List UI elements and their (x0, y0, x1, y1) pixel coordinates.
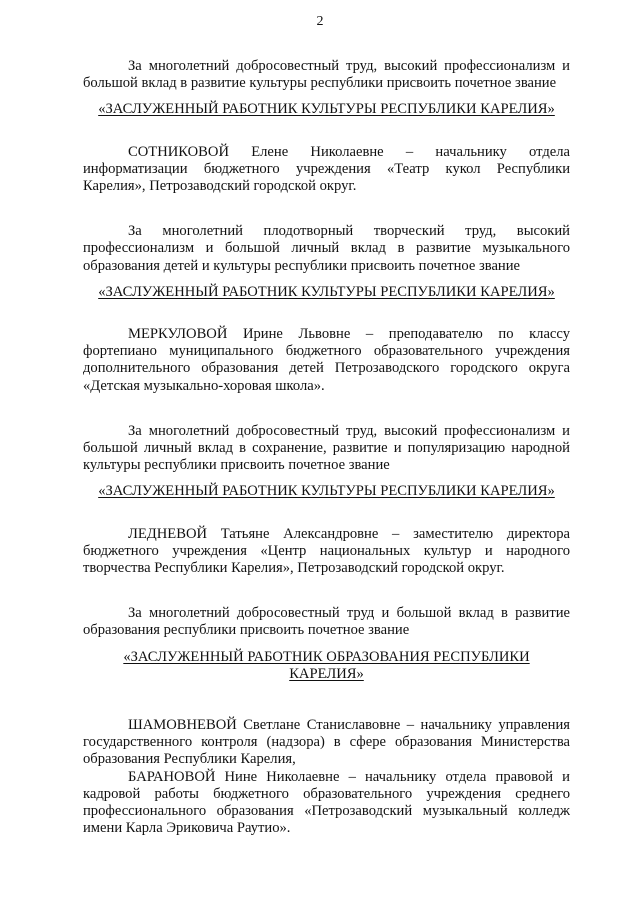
awardee-paragraph: БАРАНОВОЙ Нине Николаевне – начальнику отдела правовой и кадровой работы бюджетного образовательного учреждения среднего профессионального образования «Петрозаводский музыкальный колледж имени Карла Эриковича Раутио». (83, 768, 570, 837)
award-title-line-2: КАРЕЛИЯ» (289, 665, 364, 682)
award-title (83, 649, 570, 683)
award-intro-paragraph: За многолетний добросовестный труд, высокий профессионализм и большой личный вклад в сохранение, развитие и популяризацию народной культуры республики присвоить почетное звание (83, 422, 570, 474)
document-body (83, 58, 570, 838)
awardee-paragraph: СОТНИКОВОЙ Елене Николаевне – начальнику отдела информатизации бюджетного учреждения «Театр кукол Республики Карелия», Петрозаводский городской округ. (83, 143, 570, 195)
award-intro-paragraph: За многолетний добросовестный труд, высокий профессионализм и большой вклад в развитие культуры республики присвоить почетное звание (83, 58, 570, 92)
page-number: 2 (316, 14, 324, 29)
award-title-line-1: «ЗАСЛУЖЕННЫЙ РАБОТНИК ОБРАЗОВАНИЯ РЕСПУБЛИКИ (123, 648, 530, 665)
awardee-paragraph: МЕРКУЛОВОЙ Ирине Львовне – преподавателю по классу фортепиано муниципального бюджетного образовательного учреждения дополнительного образования детей Петрозаводского городского округа «Детская музыкально-хоровая школа». (83, 326, 570, 394)
award-title: «ЗАСЛУЖЕННЫЙ РАБОТНИК КУЛЬТУРЫ РЕСПУБЛИКИ КАРЕЛИЯ» (98, 483, 555, 500)
awardee-paragraph: ЛЕДНЕВОЙ Татьяне Александровне – заместителю директора бюджетного учреждения «Центр национальных культур и народного творчества Республики Карелия», Петрозаводский городской округ. (83, 525, 570, 577)
award-intro-paragraph: За многолетний плодотворный творческий труд, высокий профессионализм и большой личный вклад в развитие музыкального образования детей и культуры республики присвоить почетное звание (83, 223, 570, 274)
awardee-paragraph: ШАМОВНЕВОЙ Светлане Станиславовне – начальнику управления государственного контроля (надзора) в сфере образования Министерства образования Республики Карелия, (83, 717, 570, 768)
award-intro-paragraph: За многолетний добросовестный труд и большой вклад в развитие образования республики присвоить почетное звание (83, 605, 570, 639)
award-title: «ЗАСЛУЖЕННЫЙ РАБОТНИК КУЛЬТУРЫ РЕСПУБЛИКИ КАРЕЛИЯ» (98, 101, 555, 118)
award-title: «ЗАСЛУЖЕННЫЙ РАБОТНИК КУЛЬТУРЫ РЕСПУБЛИКИ КАРЕЛИЯ» (98, 283, 555, 300)
